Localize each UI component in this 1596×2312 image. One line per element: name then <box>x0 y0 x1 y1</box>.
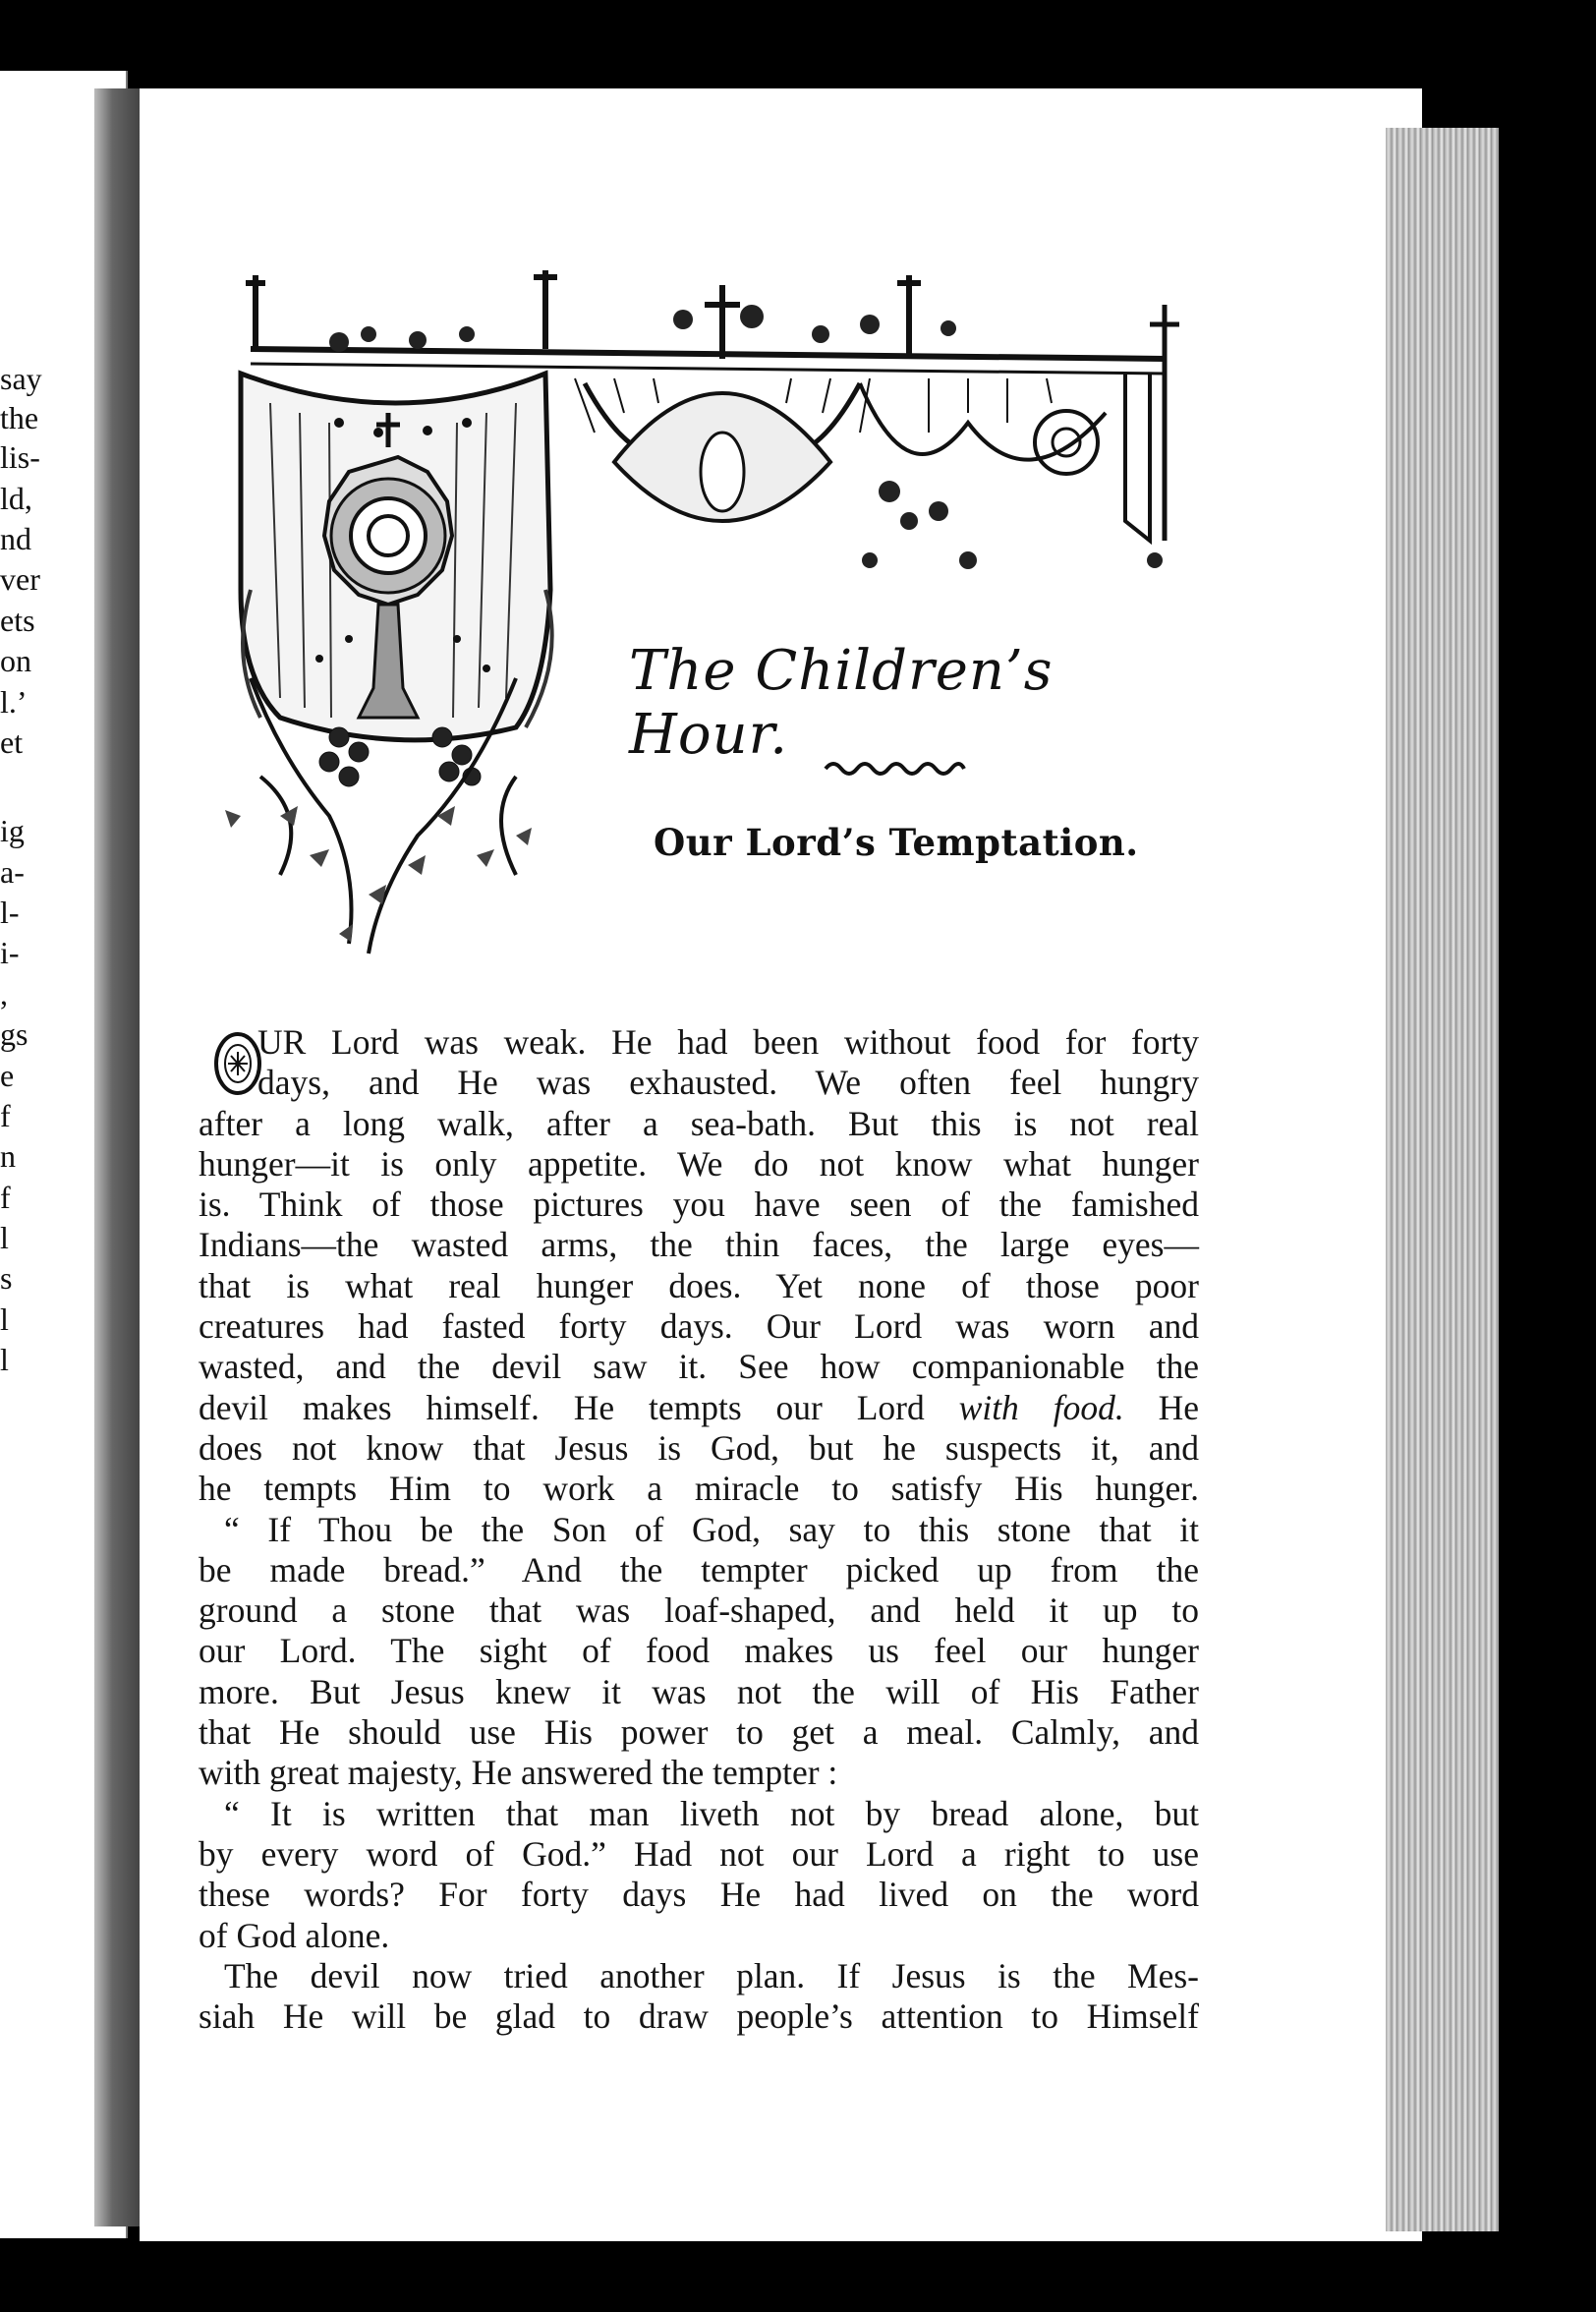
text-fragment: et <box>0 724 24 760</box>
italic-phrase: with food. <box>958 1387 1124 1427</box>
text-line: “ If Thou be the Son of God, say to this stone that it <box>224 1509 1199 1549</box>
text-line: be made bread.” And the tempter picked up from the <box>199 1549 1199 1590</box>
text-line: by every word of God.” Had not our Lord a right to use <box>199 1833 1199 1874</box>
line-text: Lord was weak. He had been without food for forty <box>306 1022 1199 1062</box>
text-fragment: ver <box>0 561 40 597</box>
text-line: that is what real hunger does. Yet none of those poor <box>199 1265 1199 1305</box>
text-fragment: , <box>0 976 8 1012</box>
text-line: these words? For forty days He had lived on the word <box>199 1875 1199 1915</box>
page-edge-shadow <box>1499 128 1596 2312</box>
text-line: is. Think of those pictures you have seen of the famished <box>199 1185 1199 1225</box>
text-line: “ It is written that man liveth not by bread alone, but <box>224 1793 1199 1833</box>
text-line: more. But Jesus knew it was not the will of His Father <box>199 1671 1199 1711</box>
line-text: He <box>1123 1387 1199 1427</box>
book-gutter <box>94 88 140 2226</box>
text-fragment: l <box>0 1220 9 1255</box>
text-fragment: ets <box>0 603 35 638</box>
text-fragment: nd <box>0 521 31 556</box>
text-fragment: l- <box>0 895 20 930</box>
text-fragment: s <box>0 1260 13 1296</box>
text-line: The devil now tried another plan. If Jesus is the Mes- <box>224 1955 1199 1995</box>
text-line <box>199 1022 1199 1063</box>
text-fragment: i- <box>0 935 20 970</box>
article-title: Our Lord’s Temptation. <box>654 821 1139 864</box>
ornamental-header-illustration <box>221 265 1214 983</box>
text-fragment: n <box>0 1138 16 1174</box>
text-fragment: l <box>0 1342 9 1377</box>
text-line: hunger—it is only appetite. We do not know what hunger <box>199 1143 1199 1184</box>
text-fragment: e <box>0 1058 15 1093</box>
text-line: ground a stone that was loaf-shaped, and held it up to <box>199 1590 1199 1631</box>
text-fragment: l.’ <box>0 684 28 720</box>
text-fragment: ld, <box>0 481 32 516</box>
text-fragment: f <box>0 1180 11 1215</box>
text-line: of God alone. <box>199 1915 390 1955</box>
page-edges <box>1386 128 1504 2231</box>
text-line: our Lord. The sight of food makes us feel our hunger <box>199 1631 1199 1671</box>
text-fragment: l <box>0 1301 9 1337</box>
text-fragment: lis- <box>0 439 40 475</box>
text-line: days, and He was exhausted. We often feel hungry <box>257 1063 1199 1103</box>
text-line: with great majesty, He answered the tempter : <box>199 1753 838 1793</box>
text-fragment: a- <box>0 854 25 890</box>
article-body <box>199 1022 1199 2037</box>
text-line: that He should use His power to get a meal. Calmly, and <box>199 1712 1199 1753</box>
title-flourish <box>824 757 966 779</box>
series-title: The Children’s Hour. <box>629 639 1054 767</box>
text-line: wasted, and the devil saw it. See how companionable the <box>199 1347 1199 1387</box>
text-line: he tempts Him to work a miracle to satisfy His hunger. <box>199 1469 1199 1509</box>
text-line <box>199 1388 1199 1428</box>
text-fragment: on <box>0 643 31 678</box>
text-fragment: gs <box>0 1016 28 1052</box>
dropcap-o-icon <box>212 1026 263 1101</box>
text-line: does not know that Jesus is God, but he suspects it, and <box>199 1427 1199 1468</box>
text-line: after a long walk, after a sea-bath. But this is not real <box>199 1103 1199 1143</box>
text-fragment: say <box>0 361 42 396</box>
text-line: siah He will be glad to draw people’s attention to Himself <box>199 1996 1199 2037</box>
text-fragment: f <box>0 1098 11 1133</box>
dropcap-smallcaps: UR <box>257 1022 307 1062</box>
text-line: creatures had fasted forty days. Our Lord was worn and <box>199 1306 1199 1347</box>
text-fragment: ig <box>0 813 25 848</box>
line-text: devil makes himself. He tempts our Lord <box>199 1387 959 1427</box>
text-line: Indians—the wasted arms, the thin faces, the large eyes— <box>199 1225 1199 1265</box>
text-fragment: the <box>0 400 39 435</box>
